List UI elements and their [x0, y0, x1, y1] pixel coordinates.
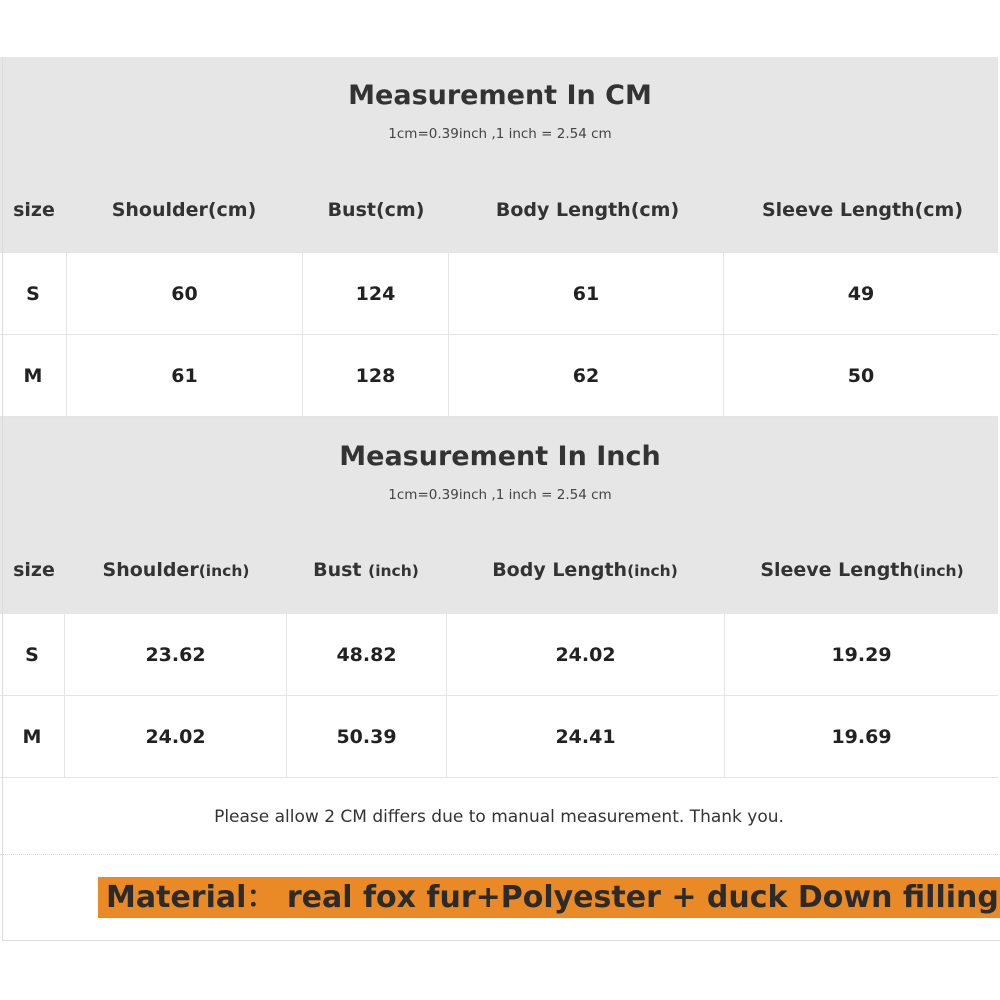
cm-cell-shoulder: 60 [66, 253, 302, 334]
cm-cell-shoulder: 61 [66, 335, 302, 416]
cm-header-size: size [13, 199, 55, 221]
inch-cell-size: M [22, 725, 42, 748]
cm-cell-bust: 128 [302, 335, 448, 416]
inch-cell-sleeve-length: 19.29 [724, 614, 998, 695]
inch-table-title: Measurement In Inch [339, 441, 661, 472]
inch-header-size: size [13, 559, 55, 581]
material-banner: Material： real fox fur+Polyester + duck Down filling [98, 877, 1000, 918]
cm-header-body-length: Body Length(cm) [495, 199, 680, 221]
cm-cell-body-length: 61 [448, 253, 723, 334]
cm-cell-bust: 124 [302, 253, 448, 334]
inch-cell-size: S [25, 643, 39, 666]
cm-conversion-note: 1cm=0.39inch ,1 inch = 2.54 cm [388, 126, 612, 142]
cm-header-sleeve-length: Sleeve Length(cm) [761, 199, 963, 221]
inch-cell-shoulder: 23.62 [64, 614, 286, 695]
measurement-disclaimer: Please allow 2 CM differs due to manual measurement. Thank you. [0, 780, 998, 855]
cm-cell-sleeve-length: 49 [723, 253, 998, 334]
inch-header-bust: Bust (inch) [313, 559, 419, 581]
inch-cell-bust: 48.82 [286, 614, 446, 695]
cm-cell-size: S [26, 282, 40, 305]
inch-cell-body-length: 24.02 [446, 614, 724, 695]
inch-cell-body-length: 24.41 [446, 696, 724, 777]
cm-cell-size: M [23, 364, 43, 387]
cm-header-shoulder: Shoulder(cm) [111, 199, 257, 221]
inch-header-sleeve-length: Sleeve Length(inch) [760, 559, 964, 581]
inch-header-body-length: Body Length(inch) [492, 559, 678, 581]
inch-header-shoulder: Shoulder(inch) [102, 559, 250, 581]
inch-conversion-note: 1cm=0.39inch ,1 inch = 2.54 cm [388, 487, 612, 503]
inch-cell-sleeve-length: 19.69 [724, 696, 998, 777]
cm-header-bust: Bust(cm) [327, 199, 425, 221]
inch-cell-bust: 50.39 [286, 696, 446, 777]
inch-cell-shoulder: 24.02 [64, 696, 286, 777]
cm-cell-body-length: 62 [448, 335, 723, 416]
table-frame [2, 57, 1000, 941]
cm-cell-sleeve-length: 50 [723, 335, 998, 416]
cm-table-title: Measurement In CM [348, 80, 652, 111]
